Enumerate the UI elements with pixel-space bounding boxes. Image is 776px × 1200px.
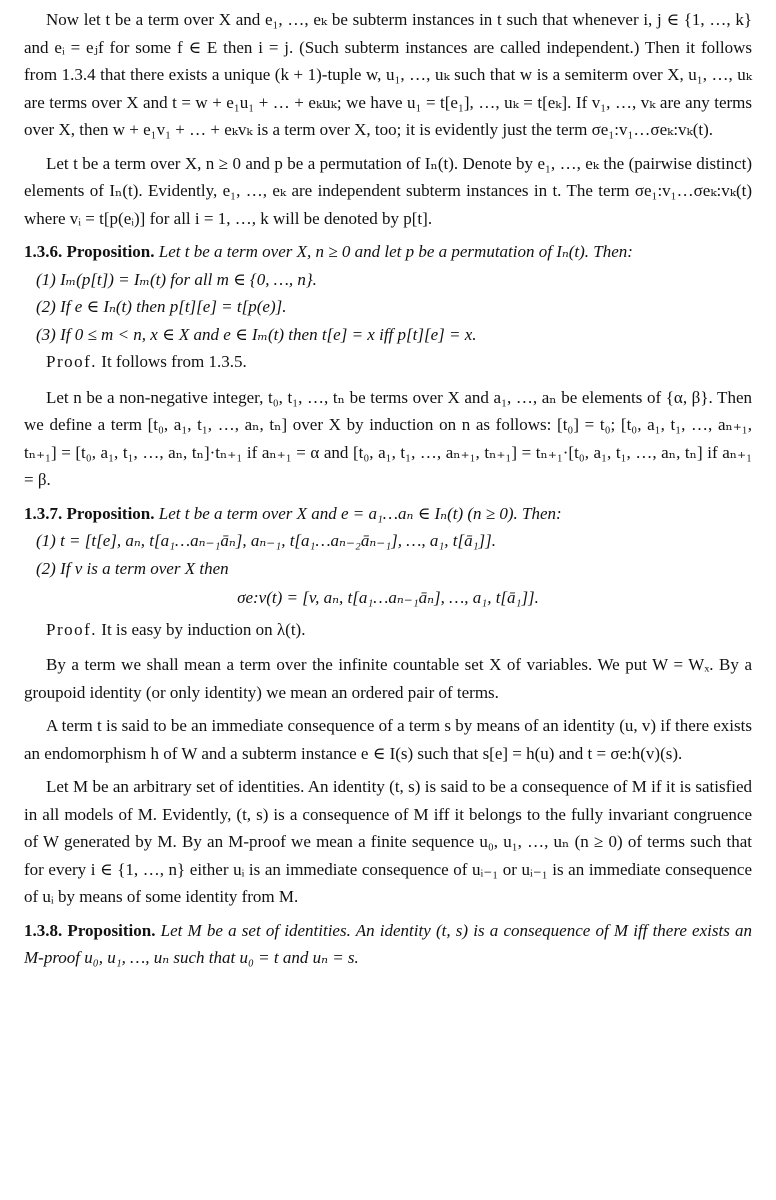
paragraph-immediate-consequence: A term t is said to be an immediate consequence of a term s by means of an identity (u, v) if there exists an endomorphism h of W and a subterm instance e ∈ I(s) such that s[e] = h(u) and t = σe:h(v)(s). <box>24 716 752 763</box>
proposition-item: (1) t = [t[e], aₙ, t[a₁…aₙ₋₁āₙ], aₙ₋₁, t[a₁…aₙ₋₂āₙ₋₁], …, a₁, t[ā₁]]. <box>36 531 496 550</box>
proposition-statement: Let M be a set of identities. An identity (t, s) is a consequence of M iff there exists an M-proof u₀, u₁, …, uₙ such that u₀ = t and uₙ = s. <box>24 920 753 967</box>
proposition-item: (1) Iₘ(p[t]) = Iₘ(t) for all m ∈ {0, …, n}. <box>36 269 317 289</box>
proof-text: It is easy by induction on λ(t). <box>101 619 306 639</box>
proposition-heading: 1.3.7. Proposition. <box>24 503 155 523</box>
paragraph-independent-instances: Now let t be a term over X and e₁, …, eₖ be subterm instances in t such that whenever i, j ∈ {1, …, k} and eᵢ = eⱼf for some f ∈ E then i = j. (Such subterm instances are called independent.) Then it follows from 1.3.4 that there exists a unique (k + 1)-tuple w, u₁, …, uₖ such that w is a semiterm over X, u₁, …, uₖ are terms over X and t = w + e₁u₁ + … + eₖuₖ; we have u₁ = t[e₁], …, uₖ = t[eₖ]. If v₁, …, vₖ are any terms over X, then w + e₁v₁ + … + eₖvₖ is a term over X, too; it is evidently just the term σe₁:v₁…σeₖ:vₖ(t). <box>24 10 752 139</box>
proposition-item: (3) If 0 ≤ m < n, x ∈ X and e ∈ Iₘ(t) then t[e] = x iff p[t][e] = x. <box>36 324 477 344</box>
proof-label: Proof. <box>46 352 98 371</box>
display-formula: σe:v(t) = [v, aₙ, t[a₁…aₙ₋₁āₙ], …, a₁, t[ā₁]]. <box>237 588 539 607</box>
paragraph-m-proof: Let M be an arbitrary set of identities. An identity (t, s) is said to be a consequence of M if it is satisfied in all models of M. Evidently, (t, s) is a consequence of M iff it belongs to the fully invariant congruence of W generated by M. By an M-proof we mean a finite sequence u₀, u₁, …, uₙ (n ≥ 0) of terms such that for every i ∈ {1, …, n} either uᵢ is an immediate consequence of uᵢ₋₁ or uᵢ₋₁ is an immediate consequence of uᵢ by means of some identity from M. <box>24 777 752 906</box>
proposition-1-3-6 <box>24 238 752 376</box>
proposition-statement: Let t be a term over X, n ≥ 0 and let p be a permutation of Iₙ(t). Then: <box>158 242 633 261</box>
proposition-statement: Let t be a term over X and e = a₁…aₙ ∈ Iₙ(t) (n ≥ 0). Then: <box>158 503 562 523</box>
paragraph-bracket-term-definition: Let n be a non-negative integer, t₀, t₁, …, tₙ be terms over X and a₁, …, aₙ be elements of {α, β}. Then we define a term [t₀, a₁, t₁, …, aₙ, tₙ] over X by induction on n as follows: [t₀] = t₀; [t₀, a₁, t₁, …, aₙ₊₁, tₙ₊₁] = [t₀, a₁, t₁, …, aₙ, tₙ]·tₙ₊₁ if aₙ₊₁ = α and [t₀, a₁, t₁, …, aₙ₊₁, tₙ₊₁] = tₙ₊₁·[t₀, a₁, t₁, …, aₙ, tₙ] if aₙ₊₁ = β. <box>24 387 752 489</box>
proposition-heading: 1.3.8. Proposition. <box>24 920 156 940</box>
paragraph-permutation-term: Let t be a term over X, n ≥ 0 and p be a permutation of Iₙ(t). Denote by e₁, …, eₖ the (pairwise distinct) elements of Iₙ(t). Evidently, e₁, …, eₖ are independent subterm instances in t. The term σe₁:v₁…σeₖ:vₖ(t) where vᵢ = t[p(eᵢ)] for all i = 1, …, k will be denoted by p[t]. <box>24 153 752 228</box>
paragraph-term-definition: By a term we shall mean a term over the infinite countable set X of variables. We put W = Wₓ. By a groupoid identity (or only identity) we mean an ordered pair of terms. <box>24 655 752 702</box>
proof <box>24 348 752 376</box>
proposition-1-3-8 <box>24 917 752 972</box>
proposition-heading: 1.3.6. Proposition. <box>24 242 155 261</box>
proof-text: It follows from 1.3.5. <box>101 352 247 371</box>
proof <box>24 616 752 644</box>
proposition-item: (2) If v is a term over X then <box>36 558 229 578</box>
proof-label: Proof. <box>46 619 98 639</box>
proposition-1-3-7 <box>24 500 752 644</box>
proposition-item: (2) If e ∈ Iₙ(t) then p[t][e] = t[p(e)]. <box>36 297 287 316</box>
